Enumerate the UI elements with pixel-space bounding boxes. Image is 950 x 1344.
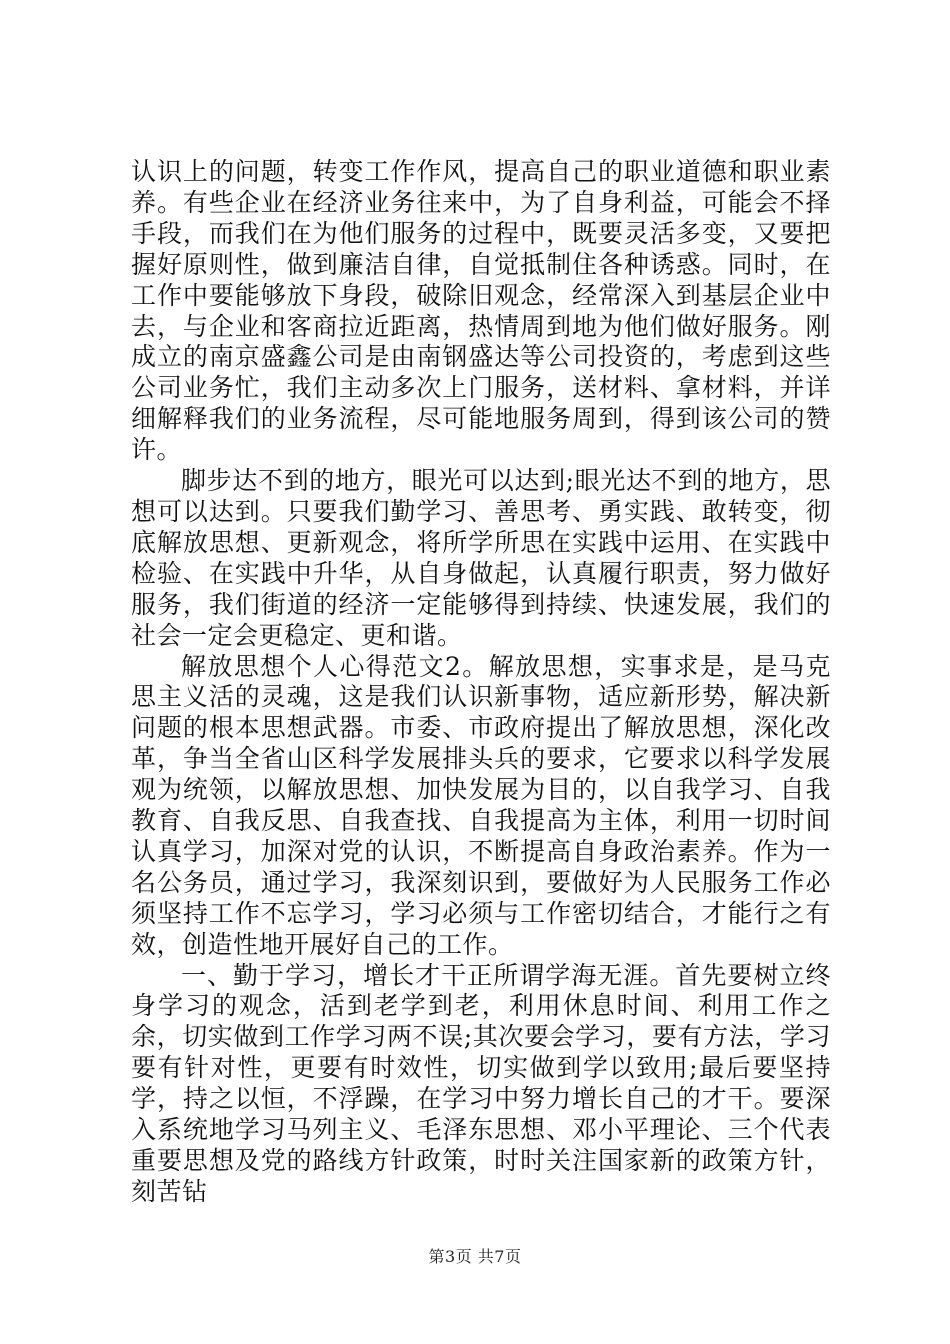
document-body xyxy=(131,157,831,1208)
paragraph-1: 认识上的问题，转变工作作风，提高自己的职业道德和职业素养。有些企业在经济业务往来中，为了自身利益，可能会不择手段，而我们在为他们服务的过程中，既要灵活多变，又要把握好原则性，做到廉洁自律，自觉抵制住各种诱惑。同时，在工作中要能够放下身段，破除旧观念，经常深入到基层企业中去，与企业和客商拉近距离，热情周到地为他们做好服务。刚成立的南京盛鑫公司是由南钢盛达等公司投资的，考虑到这些公司业务忙，我们主动多次上门服务，送材料、拿材料，并详细解释我们的业务流程，尽可能地服务周到，得到该公司的赞许。 xyxy=(131,157,831,465)
paragraph-4: 一、勤于学习，增长才干正所谓学海无涯。首先要树立终身学习的观念，活到老学到老，利用休息时间、利用工作之余，切实做到工作学习两不误;其次要会学习，要有方法，学习要有针对性，更要有时效性，切实做到学以致用;最后要坚持学，持之以恒，不浮躁，在学习中努力增长自己的才干。要深入系统地学习马列主义、毛泽东思想、邓小平理论、三个代表重要思想及党的路线方针政策，时时关注国家新的政策方针，刻苦钻 xyxy=(131,960,831,1206)
paragraph-2: 脚步达不到的地方，眼光可以达到;眼光达不到的地方，思想可以达到。只要我们勤学习、善思考、勇实践、敢转变，彻底解放思想、更新观念，将所学所思在实践中运用、在实践中检验、在实践中升华，从自身做起，认真履行职责，努力做好服务，我们街道的经济一定能够得到持续、快速发展，我们的社会一定会更稳定、更和谐。 xyxy=(131,466,831,650)
paragraph-3: 解放思想个人心得范文2。解放思想，实事求是，是马克思主义活的灵魂，这是我们认识新事物，适应新形势，解决新问题的根本思想武器。市委、市政府提出了解放思想，深化改革，争当全省山区科学发展排头兵的要求，它要求以科学发展观为统领，以解放思想、加快发展为目的，以自我学习、自我教育、自我反思、自我查找、自我提高为主体，利用一切时间认真学习，加深对党的认识，不断提高自身政治素养。作为一名公务员，通过学习，我深刻识到，要做好为人民服务工作必须坚持工作不忘学习，学习必须与工作密切结合，才能行之有效，创造性地开展好自己的工作。 xyxy=(131,651,831,959)
page-number-footer: 第3页 共7页 xyxy=(428,1247,522,1266)
